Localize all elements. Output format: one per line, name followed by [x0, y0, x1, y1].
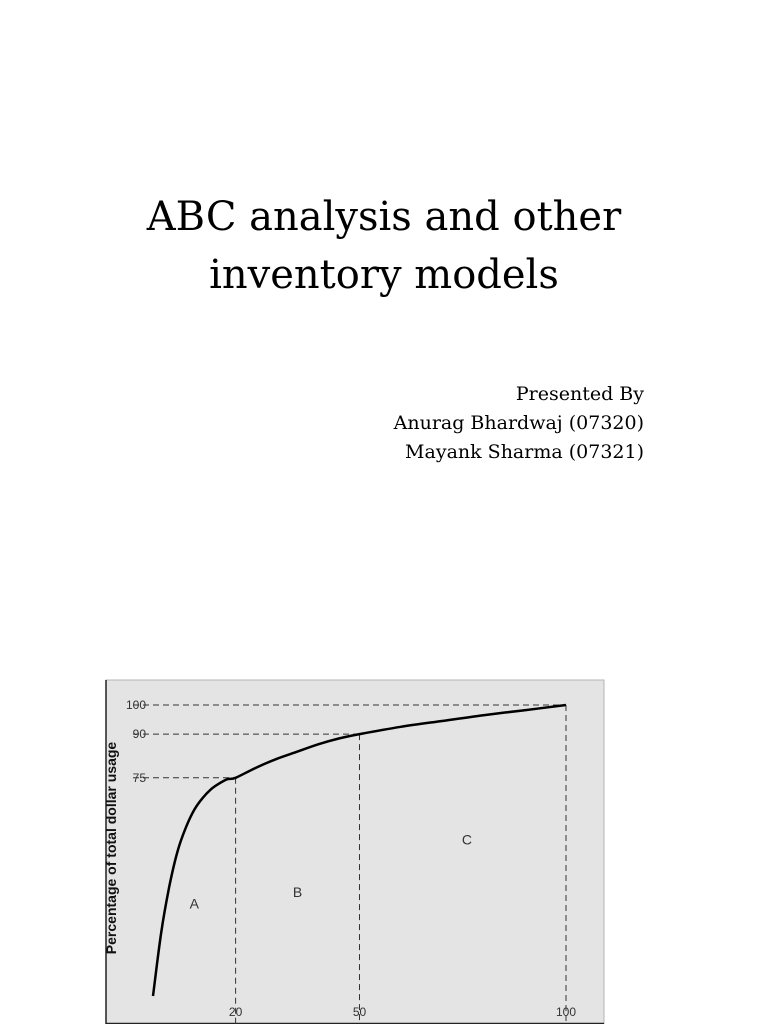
y-tick-label-90: 90: [132, 727, 146, 742]
abc-chart-svg: [98, 672, 612, 1024]
presenters-block: [394, 380, 644, 467]
region-label-b: B: [292, 884, 303, 901]
x-tick-label-50: 50: [352, 1005, 367, 1019]
presenter-name-1: Anurag Bhardwaj (07320): [393, 412, 644, 434]
abc-chart: [98, 672, 612, 1024]
x-tick-label-20: 20: [228, 1005, 243, 1019]
presenter-name-2: Mayank Sharma (07321): [405, 441, 644, 463]
slide-title: [0, 188, 768, 304]
region-label-c: C: [461, 831, 472, 848]
x-tick-label-100: 100: [555, 1005, 577, 1019]
y-tick-label-75: 75: [132, 770, 146, 785]
presented-by-heading: Presented By: [515, 383, 644, 405]
plot-background: [106, 680, 604, 1024]
slide-title-line-1: ABC analysis and other: [146, 194, 622, 240]
y-axis-title: Percentage of total dollar usage: [103, 741, 119, 955]
y-tick-label-100: 100: [125, 698, 146, 712]
region-label-a: A: [189, 895, 199, 912]
slide-title-line-2: inventory models: [209, 252, 559, 298]
